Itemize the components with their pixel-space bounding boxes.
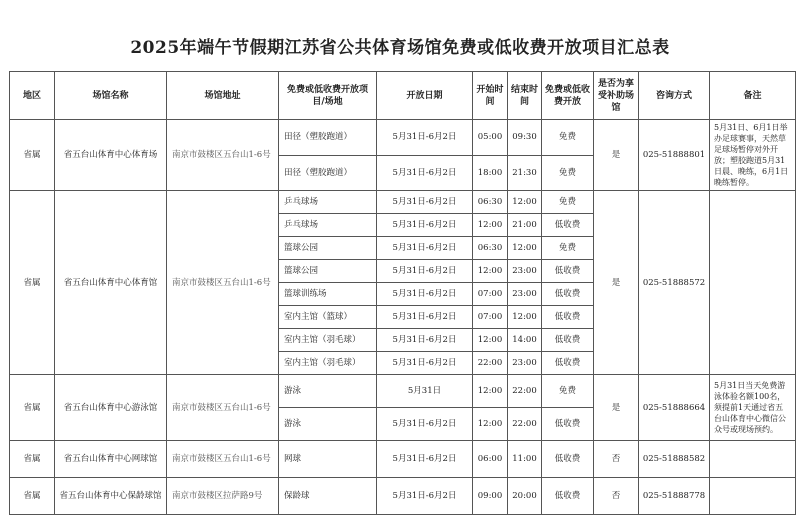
date-cell: 5月31日 — [377, 375, 473, 408]
date-cell: 5月31日-6月2日 — [377, 306, 473, 329]
note-cell — [710, 191, 796, 375]
end-time-cell: 14:00 — [508, 329, 542, 352]
date-cell: 5月31日-6月2日 — [377, 441, 473, 478]
contact-cell: 025-51888778 — [639, 478, 710, 515]
subsidy-cell: 否 — [594, 478, 639, 515]
date-cell: 5月31日-6月2日 — [377, 260, 473, 283]
table-row — [10, 191, 796, 214]
table-row — [10, 441, 796, 478]
end-time-cell: 12:00 — [508, 306, 542, 329]
table-row — [10, 478, 796, 515]
end-time-cell: 12:00 — [508, 237, 542, 260]
start-time-cell: 06:30 — [473, 237, 508, 260]
end-time-cell: 22:00 — [508, 408, 542, 441]
fee-cell: 低收费 — [542, 352, 594, 375]
project-cell: 乒乓球场 — [279, 214, 377, 237]
end-time-cell: 20:00 — [508, 478, 542, 515]
end-time-cell: 21:00 — [508, 214, 542, 237]
date-cell: 5月31日-6月2日 — [377, 283, 473, 306]
contact-cell: 025-51888664 — [639, 375, 710, 441]
contact-cell: 025-51888572 — [639, 191, 710, 375]
header-venue-name: 场馆名称 — [55, 72, 167, 120]
project-cell: 游泳 — [279, 375, 377, 408]
start-time-cell: 09:00 — [473, 478, 508, 515]
venue-name-cell: 省五台山体育中心体育场 — [55, 120, 167, 191]
start-time-cell: 12:00 — [473, 375, 508, 408]
end-time-cell: 09:30 — [508, 120, 542, 156]
contact-cell: 025-51888801 — [639, 120, 710, 191]
venue-name-cell: 省五台山体育中心体育馆 — [55, 191, 167, 375]
venue-address-cell: 南京市鼓楼区五台山1-6号 — [167, 441, 279, 478]
note-cell: 5月31日、6月1日举办足球赛事，天然草足球场暂停对外开放；塑胶跑道5月31日晨、晚练，6月1日晚练暂停。 — [710, 120, 796, 191]
start-time-cell: 12:00 — [473, 260, 508, 283]
project-cell: 室内主馆（羽毛球） — [279, 329, 377, 352]
contact-cell: 025-51888582 — [639, 441, 710, 478]
start-time-cell: 12:00 — [473, 214, 508, 237]
subsidy-cell: 是 — [594, 120, 639, 191]
table-row — [10, 120, 796, 156]
start-time-cell: 12:00 — [473, 408, 508, 441]
venue-address-cell: 南京市鼓楼区五台山1-6号 — [167, 375, 279, 441]
venue-name-cell: 省五台山体育中心游泳馆 — [55, 375, 167, 441]
project-cell: 网球 — [279, 441, 377, 478]
project-cell: 室内主馆（篮球） — [279, 306, 377, 329]
start-time-cell: 22:00 — [473, 352, 508, 375]
project-cell: 室内主馆（羽毛球） — [279, 352, 377, 375]
end-time-cell: 11:00 — [508, 441, 542, 478]
date-cell: 5月31日-6月2日 — [377, 155, 473, 191]
header-region: 地区 — [10, 72, 55, 120]
end-time-cell: 23:00 — [508, 283, 542, 306]
date-cell: 5月31日-6月2日 — [377, 329, 473, 352]
project-cell: 保龄球 — [279, 478, 377, 515]
end-time-cell: 21:30 — [508, 155, 542, 191]
fee-cell: 低收费 — [542, 214, 594, 237]
end-time-cell: 23:00 — [508, 260, 542, 283]
fee-cell: 低收费 — [542, 441, 594, 478]
fee-cell: 免费 — [542, 237, 594, 260]
header-start-time: 开始时间 — [473, 72, 508, 120]
start-time-cell: 07:00 — [473, 283, 508, 306]
subsidy-cell: 是 — [594, 191, 639, 375]
region-cell: 省属 — [10, 191, 55, 375]
start-time-cell: 06:30 — [473, 191, 508, 214]
fee-cell: 免费 — [542, 375, 594, 408]
end-time-cell: 22:00 — [508, 375, 542, 408]
project-cell: 田径（塑胶跑道） — [279, 120, 377, 156]
header-venue-address: 场馆地址 — [167, 72, 279, 120]
date-cell: 5月31日-6月2日 — [377, 352, 473, 375]
venue-address-cell: 南京市鼓楼区五台山1-6号 — [167, 191, 279, 375]
start-time-cell: 07:00 — [473, 306, 508, 329]
fee-cell: 低收费 — [542, 283, 594, 306]
venue-table — [9, 71, 796, 515]
note-cell — [710, 441, 796, 478]
region-cell: 省属 — [10, 120, 55, 191]
subsidy-cell: 否 — [594, 441, 639, 478]
fee-cell: 免费 — [542, 120, 594, 156]
end-time-cell: 12:00 — [508, 191, 542, 214]
date-cell: 5月31日-6月2日 — [377, 478, 473, 515]
header-contact: 咨询方式 — [639, 72, 710, 120]
start-time-cell: 05:00 — [473, 120, 508, 156]
table-header-row — [10, 72, 796, 120]
date-cell: 5月31日-6月2日 — [377, 214, 473, 237]
header-project: 免费或低收费开放项目/场地 — [279, 72, 377, 120]
page-title: 2025年端午节假期江苏省公共体育场馆免费或低收费开放项目汇总表 — [130, 38, 670, 58]
end-time-cell: 23:00 — [508, 352, 542, 375]
region-cell: 省属 — [10, 478, 55, 515]
start-time-cell: 12:00 — [473, 329, 508, 352]
header-date: 开放日期 — [377, 72, 473, 120]
region-cell: 省属 — [10, 441, 55, 478]
fee-cell: 低收费 — [542, 478, 594, 515]
header-note: 备注 — [710, 72, 796, 120]
project-cell: 乒乓球场 — [279, 191, 377, 214]
header-fee: 免费或低收费开放 — [542, 72, 594, 120]
region-cell: 省属 — [10, 375, 55, 441]
project-cell: 篮球公园 — [279, 237, 377, 260]
date-cell: 5月31日-6月2日 — [377, 408, 473, 441]
fee-cell: 低收费 — [542, 329, 594, 352]
note-cell — [710, 478, 796, 515]
project-cell: 田径（塑胶跑道） — [279, 155, 377, 191]
header-end-time: 结束时间 — [508, 72, 542, 120]
venue-name-cell: 省五台山体育中心网球馆 — [55, 441, 167, 478]
date-cell: 5月31日-6月2日 — [377, 120, 473, 156]
venue-address-cell: 南京市鼓楼区拉萨路9号 — [167, 478, 279, 515]
venue-address-cell: 南京市鼓楼区五台山1-6号 — [167, 120, 279, 191]
project-cell: 篮球公园 — [279, 260, 377, 283]
venue-name-cell: 省五台山体育中心保龄球馆 — [55, 478, 167, 515]
fee-cell: 低收费 — [542, 306, 594, 329]
fee-cell: 免费 — [542, 155, 594, 191]
date-cell: 5月31日-6月2日 — [377, 191, 473, 214]
fee-cell: 低收费 — [542, 408, 594, 441]
start-time-cell: 06:00 — [473, 441, 508, 478]
project-cell: 篮球训练场 — [279, 283, 377, 306]
fee-cell: 低收费 — [542, 260, 594, 283]
project-cell: 游泳 — [279, 408, 377, 441]
fee-cell: 免费 — [542, 191, 594, 214]
subsidy-cell: 是 — [594, 375, 639, 441]
table-row — [10, 375, 796, 408]
note-cell: 5月31日当天免费游泳体验名额100名，须提前1天通过省五台山体育中心微信公众号或现场预约。 — [710, 375, 796, 441]
date-cell: 5月31日-6月2日 — [377, 237, 473, 260]
header-subsidy: 是否为享受补助场馆 — [594, 72, 639, 120]
start-time-cell: 18:00 — [473, 155, 508, 191]
